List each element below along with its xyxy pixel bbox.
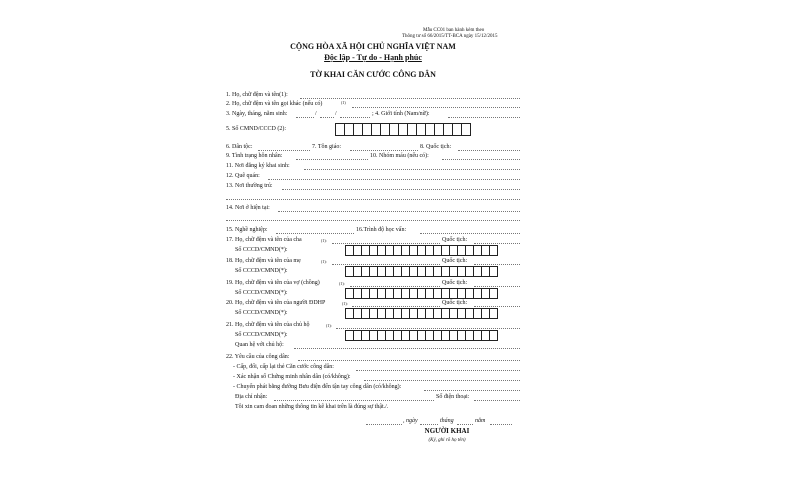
form-title: TỜ KHAI CĂN CƯỚC CÔNG DÂN (310, 70, 436, 79)
field-label-mother: 18. Họ, chữ đệm và tên của mẹ (226, 258, 301, 264)
legal-representative-name-field[interactable] (352, 306, 440, 307)
footnote-mark: (1) (341, 100, 346, 105)
field-label-occupation: 15. Nghề nghiệp: (226, 227, 268, 233)
issue-card-field[interactable] (356, 370, 520, 371)
sign-year-field[interactable] (490, 424, 512, 425)
date-separator: / (335, 111, 337, 117)
mother-name-field[interactable] (332, 264, 440, 265)
date-separator: / (315, 111, 317, 117)
sign-month-field[interactable] (457, 424, 473, 425)
sign-day-field[interactable] (420, 424, 438, 425)
footnote-mark: (1): (321, 259, 327, 264)
confirm-id-field[interactable] (364, 380, 520, 381)
field-label-gender: ; 4. Giới tính (Nam/nữ): (372, 111, 430, 117)
date-year-label: năm (475, 418, 486, 424)
full-name-field[interactable] (300, 98, 520, 99)
signer-title: NGƯỜI KHAI (424, 427, 470, 435)
field-label-birth-date: 3. Ngày, tháng, năm sinh: (226, 111, 288, 117)
field-label-ethnicity: 6. Dân tộc: (226, 144, 253, 150)
field-label-other-name: 2. Họ, chữ đệm và tên gọi khác (nếu có) (226, 101, 323, 107)
date-day-label: , ngày (403, 418, 418, 424)
sign-place-field[interactable] (366, 424, 402, 425)
field-label-phone: Số điện thoại: (436, 394, 470, 400)
household-head-id-boxes[interactable] (345, 330, 497, 341)
religion-field[interactable] (350, 150, 418, 151)
field-label-confirm-id: - Xác nhận số Chứng minh nhân dân (có/không): (233, 374, 351, 380)
field-label-father-nationality: Quốc tịch: (442, 237, 468, 243)
field-label-father: 17. Họ, chữ đệm và tên của cha (226, 237, 302, 243)
birth-day-field[interactable] (296, 117, 314, 118)
spouse-nationality-field[interactable] (474, 286, 520, 287)
other-name-field[interactable] (352, 107, 520, 108)
representative-nationality-field[interactable] (474, 306, 520, 307)
form-code: Mẫu CC01 ban hành kèm theo (423, 28, 485, 33)
field-label-mother-id: Số CCCD/CMND(*): (235, 268, 288, 274)
field-label-relation: Quan hệ với chủ hộ: (235, 342, 284, 348)
field-label-blood-type: 10. Nhóm máu (nếu có): (370, 153, 429, 159)
representative-id-boxes[interactable] (345, 308, 497, 319)
permanent-address-field-line2[interactable] (226, 199, 520, 200)
footnote-mark: (1): (342, 301, 348, 306)
mother-id-boxes[interactable] (345, 266, 497, 277)
gender-field[interactable] (448, 117, 520, 118)
occupation-field[interactable] (276, 233, 354, 234)
field-label-citizen-request: 22. Yêu cầu của công dân: (226, 354, 290, 360)
field-label-representative-id: Số CCCD/CMND(*): (235, 310, 288, 316)
household-head-name-field[interactable] (336, 328, 520, 329)
field-label-permanent-address: 13. Nơi thường trú: (226, 183, 273, 189)
field-label-issue-card: - Cấp, đổi, cấp lại thẻ Căn cước công dân: (233, 364, 334, 370)
field-label-household-head-id: Số CCCD/CMND(*): (235, 332, 288, 338)
field-label-hometown: 12. Quê quán: (226, 173, 260, 179)
permanent-address-field[interactable] (282, 189, 520, 190)
spouse-id-boxes[interactable] (345, 288, 497, 299)
current-address-field-line2[interactable] (226, 220, 520, 221)
field-label-current-address: 14. Nơi ở hiện tại: (226, 205, 270, 211)
postal-delivery-field[interactable] (424, 390, 520, 391)
field-label-education: 16.Trình độ học vấn: (356, 227, 407, 233)
blood-type-field[interactable] (442, 159, 520, 160)
field-label-father-id: Số CCCD/CMND(*): (235, 247, 288, 253)
field-label-delivery-address: Địa chỉ nhận: (235, 394, 268, 400)
father-name-field[interactable] (332, 243, 440, 244)
field-label-spouse-nationality: Quốc tịch: (442, 280, 468, 286)
birth-month-field[interactable] (320, 117, 334, 118)
delivery-address-field[interactable] (274, 400, 434, 401)
footnote-mark: (1): (321, 238, 327, 243)
field-label-household-head: 21. Họ, chữ đệm và tên của chủ hộ (226, 322, 310, 328)
field-label-birth-registration: 11. Nơi đăng ký khai sinh: (226, 163, 290, 169)
birth-year-field[interactable] (340, 117, 370, 118)
pledge-statement: Tôi xin cam đoan những thông tin kê khai trên là đúng sự thật./. (235, 404, 389, 410)
field-label-legal-representative: 20. Họ, chữ đệm và tên của người ĐDHP (226, 300, 326, 306)
motto: Độc lập - Tự do - Hạnh phúc (324, 53, 422, 62)
nationality-field[interactable] (458, 150, 520, 151)
field-label-representative-nationality: Quốc tịch: (442, 300, 468, 306)
birth-registration-field[interactable] (304, 169, 520, 170)
field-label-id-number: 5. Số CMND/CCCD (2): (226, 126, 287, 132)
field-label-full-name: 1. Họ, chữ đệm và tên(1): (226, 92, 288, 98)
marital-status-field[interactable] (296, 159, 368, 160)
citizen-request-field[interactable] (298, 360, 520, 361)
mother-nationality-field[interactable] (474, 264, 520, 265)
hometown-field[interactable] (268, 179, 520, 180)
field-label-spouse-id: Số CCCD/CMND(*): (235, 290, 288, 296)
footnote-mark: (1): (326, 323, 332, 328)
spouse-name-field[interactable] (350, 286, 440, 287)
education-field[interactable] (420, 233, 520, 234)
current-address-field[interactable] (278, 211, 520, 212)
father-nationality-field[interactable] (474, 243, 520, 244)
field-label-marital-status: 9. Tình trạng hôn nhân: (226, 153, 283, 159)
id-number-boxes[interactable] (335, 123, 470, 136)
field-label-spouse: 19. Họ, chữ đệm và tên của vợ (chồng) (226, 280, 320, 286)
country-name: CỘNG HÒA XÃ HỘI CHỦ NGHĨA VIỆT NAM (290, 42, 456, 51)
field-label-nationality: 8. Quốc tịch: (420, 144, 452, 150)
date-month-label: tháng (440, 418, 454, 424)
relation-field[interactable] (294, 348, 520, 349)
phone-field[interactable] (474, 400, 520, 401)
circular-reference: Thông tư số 66/2015/TT-BCA ngày 15/12/2015 (402, 34, 498, 39)
ethnicity-field[interactable] (258, 150, 310, 151)
footnote-mark: (1): (339, 281, 345, 286)
signer-note: (Ký, ghi rõ họ tên) (428, 438, 466, 443)
field-label-religion: 7. Tôn giáo: (312, 144, 342, 150)
field-label-postal-delivery: - Chuyển phát bằng đường Bưu điện đến tận tay công dân (có/không): (233, 384, 402, 390)
field-label-mother-nationality: Quốc tịch: (442, 258, 468, 264)
father-id-boxes[interactable] (345, 245, 497, 256)
